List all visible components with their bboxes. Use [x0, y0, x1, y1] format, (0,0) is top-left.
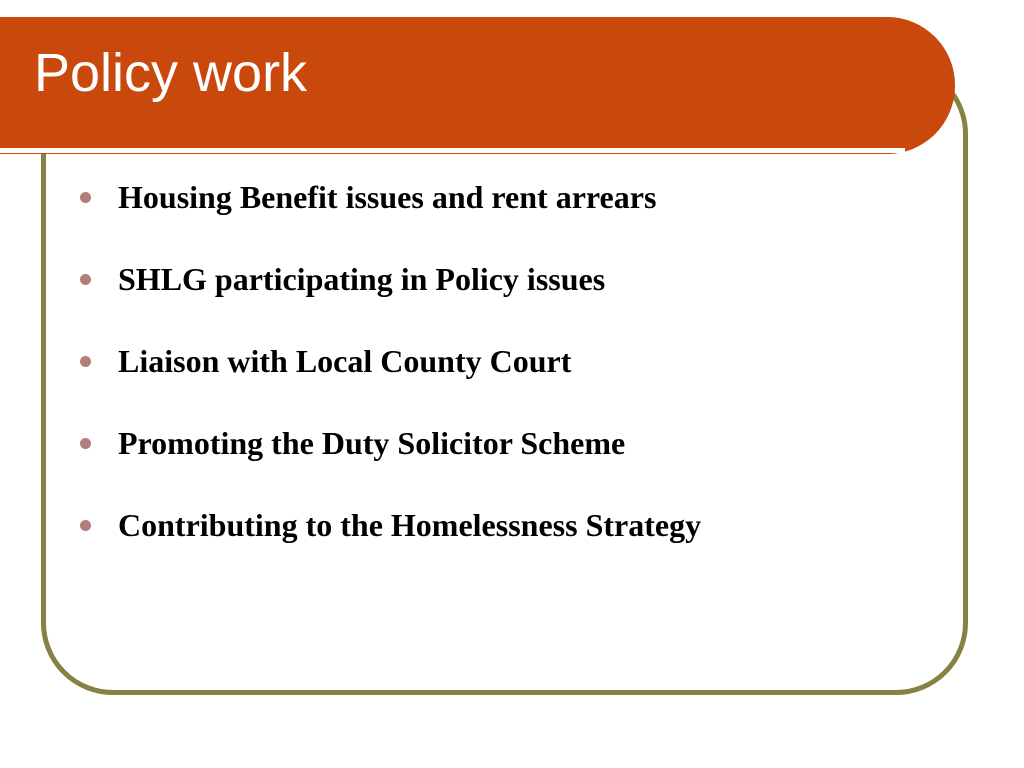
- bullet-dot-icon: [80, 520, 91, 531]
- bullet-dot-icon: [80, 438, 91, 449]
- bullet-dot-icon: [80, 356, 91, 367]
- bullet-text: Contributing to the Homelessness Strategy: [118, 507, 702, 543]
- bullet-item: [80, 422, 701, 504]
- bullet-text: Promoting the Duty Solicitor Scheme: [118, 425, 626, 461]
- title-underline: [0, 148, 905, 153]
- bullet-item: [80, 258, 701, 340]
- bullet-text: Housing Benefit issues and rent arrears: [118, 179, 657, 215]
- bullet-item: [80, 340, 701, 422]
- bullet-dot-icon: [80, 192, 91, 203]
- bullet-item: [80, 176, 701, 258]
- bullet-dot-icon: [80, 274, 91, 285]
- bullet-item: [80, 504, 701, 586]
- bullet-list: [80, 176, 701, 586]
- slide-title: Policy work: [34, 43, 308, 103]
- bullet-text: SHLG participating in Policy issues: [118, 261, 606, 297]
- bullet-text: Liaison with Local County Court: [118, 343, 572, 379]
